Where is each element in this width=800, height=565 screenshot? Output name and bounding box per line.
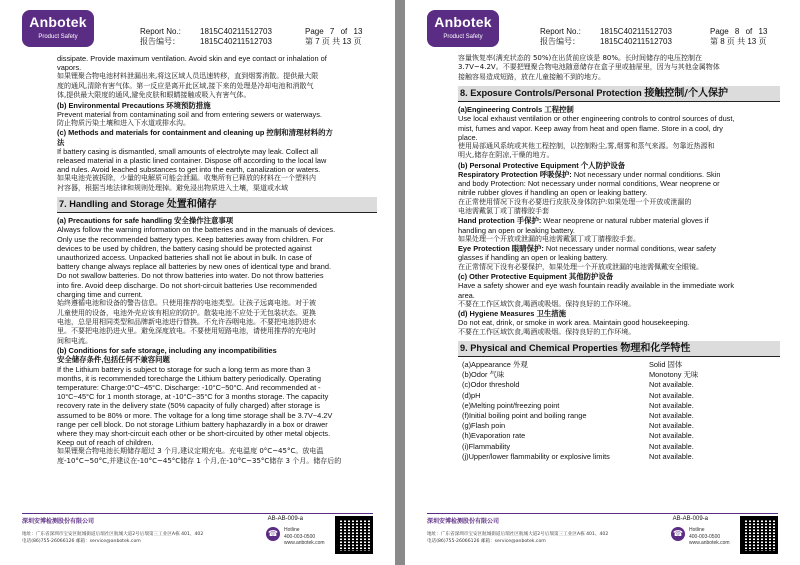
subsection-heading: (b) Environmental Precautions 环境预防措施	[57, 100, 211, 110]
text-line: Use local exhaust ventilation or other engineering controls to control sources of dust,	[458, 114, 735, 124]
text-line: Keep out of reach of children.	[57, 438, 154, 448]
property-name: (a)Appearance 外观	[462, 359, 528, 369]
text-line: 如果处理一个开放或泄漏的电池需戴氯丁或丁腈橡胶手套。	[458, 234, 640, 243]
text-line: Hand protection 手保护: Wear neoprene or natural rubber material gloves if	[458, 216, 709, 226]
text-line: glasses if handling an open or leaking battery.	[458, 253, 608, 263]
property-row	[462, 360, 698, 370]
property-value: Not available.	[649, 441, 694, 451]
text-line: Eye Protection 眼睛保护: Not necessary under normal conditions, wear safety	[458, 244, 716, 254]
footer-address: 地址：广东省深圳市宝安区航城街道后瑞社区航城大道2号后瑞第三工业区A栋 401、402 电话(86)755-26066126 邮箱：service@anbotek.com	[22, 532, 204, 544]
text-line: and body Protection: Not necessary under normal conditions, Wear neoprene or	[458, 179, 720, 189]
property-name: (j)Upper/lower flammability or explosive limits	[462, 451, 610, 461]
qr-code-icon	[335, 516, 373, 554]
footer-company: 深圳安博检测股份有限公司	[22, 518, 95, 525]
report-number: Report No.: 1815C40211512703 报告编号： 1815C40211512703	[540, 27, 672, 46]
property-row	[462, 370, 698, 380]
anbotek-logo: Anbotek Product Safety	[22, 10, 94, 47]
property-row	[462, 431, 698, 441]
property-value: Not available.	[649, 410, 694, 420]
property-value: Not available.	[649, 431, 694, 441]
property-name: (c)Odor threshold	[462, 380, 520, 390]
text-line: devices to be used by children, the battery casing should be protected against	[57, 243, 312, 253]
text-line: 间和电流。	[57, 336, 92, 345]
text-line: mist, fumes and vapor. Keep away from heat and open flame. Store in a cool, dry	[458, 123, 723, 133]
subsection-heading: (b) Personal Protective Equipment 个人防护设备	[458, 160, 626, 170]
text-line: 如果电池壳被拆除，少量的电解质可能会泄漏。收集所有已释放的材料在一个塑料内	[57, 174, 316, 183]
text-line: 容量恢复率(满充状态的 50%)在出货前应该是 80%。长时间储存的电压控制在	[458, 54, 703, 62]
property-name: (f)Initial boiling point and boiling range	[462, 410, 587, 420]
page-footer	[427, 513, 778, 559]
property-name: (d)pH	[462, 390, 481, 400]
property-row	[462, 411, 698, 421]
property-row	[462, 442, 698, 452]
text-line: Have a safety shower and eye wash fountain readily available in the immediate work	[458, 281, 735, 291]
text-line: area.	[458, 290, 475, 300]
property-name: (e)Melting point/freezing point	[462, 400, 560, 410]
text-line: 不要在工作区域饮食,喝酒或吸烟。保持良好的工作环境。	[458, 299, 636, 308]
phone-icon: ☎	[266, 527, 280, 541]
property-value: Not available.	[649, 421, 694, 431]
report-number: Report No.: 1815C40211512703 报告编号： 1815C40211512703	[140, 27, 272, 46]
section-heading-8: 8. Exposure Controls/Personal Protection 接触控制/个人保护	[458, 86, 780, 102]
text-line: months, it is recommended torecharge the Lithium battery periodically. Operating	[57, 373, 322, 383]
qr-code-icon	[740, 516, 778, 554]
page-indicator: Page 7 of 13 第 7 页 共 13 页	[305, 27, 363, 46]
text-line: charging time and current.	[57, 289, 143, 299]
subsection-heading: (d) Hygiene Measures 卫生措施	[458, 309, 567, 319]
text-line: 体,提供最大限度的通风,避免皮肤和眼睛接触或吸入有害气体。	[57, 91, 251, 100]
text-line: 如果锂聚合物电池材料泄漏出来,将这区域人员迅速转移，直到烟雾消散。提供最大限	[57, 72, 319, 81]
property-value: Not available.	[649, 451, 694, 461]
document-page-left	[0, 0, 395, 565]
subsection-heading: (c) Other Protective Equipment 其他防护设备	[458, 272, 614, 282]
text-line: 防止物质污染土壤和进入下水道或排水沟。	[57, 119, 190, 128]
property-name: (i)Flammability	[462, 441, 511, 451]
text-line: Respiratory Protection 呼吸保护: Not necessary under normal conditions. Skin	[458, 170, 721, 180]
form-code: AB-AB-009-a	[267, 516, 303, 522]
property-row	[462, 391, 698, 401]
text-line: 里。不要把电池扔进火里。避免深度放电。不要使用短路电池，请使用推荐的充电时	[57, 327, 316, 336]
phone-icon: ☎	[671, 527, 685, 541]
subsection-heading: (b) Conditions for safe storage, including any incompatibilities	[57, 346, 277, 356]
text-line: unauthorized access. Unpacked batteries shall not lie about in bulk. In case of	[57, 253, 312, 263]
text-line: assumed to be 80% or more. The voltage for a long time storage shall be 3.7V~4.2V	[57, 410, 333, 420]
property-value: Monotony 无味	[649, 370, 699, 380]
property-row	[462, 421, 698, 431]
subsection-heading: (c) Methods and materials for containment and cleaning up 控制和清理材料的方	[57, 128, 333, 138]
form-code: AB-AB-009-a	[672, 516, 708, 522]
text-line: 在正常使用情况下没有必要进行皮肤及身体防护:如果处理一个开放或泄漏的	[458, 197, 692, 206]
text-line: vapors.	[57, 63, 82, 73]
text-line: into fire. Avoid deep discharge. Do not short-circuit batteries Use recommended	[57, 280, 317, 290]
section-heading-9: 9. Physical and Chemical Properties 物理和化学特性	[458, 341, 780, 357]
property-row	[462, 452, 698, 462]
property-row	[462, 380, 698, 390]
property-value: Not available.	[649, 380, 694, 390]
text-line: 3.7V~4.2V。不要把锂聚合物电池随意储存在盒子里或抽屉里，因为与其他金属物体	[458, 63, 720, 72]
page-footer	[22, 513, 373, 559]
property-row	[462, 401, 698, 411]
text-line: 始终遵循电池和设备的警告信息。只使用推荐的电池类型。让孩子远离电池。对于被	[57, 299, 316, 308]
text-line: 10°C~45°C for 1 month storage, at -10°C~35°C for 3 months storage. The capacity	[57, 392, 329, 402]
page-body	[57, 54, 377, 466]
footer-company: 深圳安博检测股份有限公司	[427, 518, 500, 525]
text-line: Prevent material from contaminating soil and from entering sewers or waterways.	[57, 109, 322, 119]
text-line: where they may short-circuit each other or be short-circuited by other metal objects.	[57, 428, 331, 438]
text-line: range per cell block. Do not storage Lithium battery haphazardly in a box or drawer	[57, 419, 328, 429]
text-line: 如果锂聚合物电池长期储存超过 3 个月,建议定期充电。充电温度 0°C~45°C。放电温	[57, 447, 324, 456]
text-line: recovery rate in the delivery state (50% capacity of fully charged) after storage is	[57, 401, 320, 411]
text-line: 不要在工作区域饮食,喝酒或吸烟。保持良好的工作环境。	[458, 327, 636, 336]
properties-table	[462, 360, 698, 462]
anbotek-logo: Anbotek Product Safety	[427, 10, 499, 47]
text-line: Do not eat, drink, or smoke in work area. Maintain good housekeeping.	[458, 318, 690, 328]
footer-hotline: Hotline 400-003-0500 www.anbotek.com	[284, 527, 325, 546]
subsection-heading: (a)Engineering Controls 工程控制	[458, 105, 574, 115]
page-indicator: Page 8 of 13 第 8 页 共 13 页	[710, 27, 768, 46]
footer-hotline: Hotline 400-003-0500 www.anbotek.com	[689, 527, 730, 546]
text-line: Always follow the warning information on the batteries and in the manuals of devices.	[57, 225, 336, 235]
text-line: If battery casing is dismantled, small amounts of electrolyte may leak. Collect all	[57, 146, 318, 156]
text-line: released material in a plastic lined container. Dispose off according to the local law	[57, 156, 327, 166]
document-page-right	[405, 0, 800, 565]
text-line: 度的通风,清除有害气体。第一反应是离开此区域,接下来的处理是冷却电池和消散气	[57, 81, 314, 90]
text-line: temperature: Charge:0°C~45°C. Discharge: -10°C~50°C. And recommended at -	[57, 382, 321, 392]
property-value: Solid 固体	[649, 359, 683, 369]
text-line: Do not swallow batteries. Do not throw batteries into water. Do not throw batteries	[57, 271, 324, 281]
text-line: battery change always replace all batteries by new ones of identical type and brand.	[57, 262, 332, 272]
subsection-heading: 法	[57, 137, 65, 147]
text-line: 电池需戴氯丁或丁腈橡胶手套	[458, 207, 549, 216]
text-line: 在正常情况下没有必要保护，如果处理一个开放或泄漏的电池需佩戴安全眼镜。	[458, 262, 703, 271]
property-value: Not available.	[649, 390, 694, 400]
text-line: and rules. Avoid leached substances to get into the earth, canalization or waters.	[57, 165, 321, 175]
text-line: handling an open or leaking battery.	[458, 225, 575, 235]
text-line: 衬容器，根据当地法律和规则处理掉。避免浸出物质进入土壤，渠道或水域	[57, 183, 288, 192]
text-line: dissipate. Provide maximum ventilation. Avoid skin and eye contact or inhalation of	[57, 54, 327, 63]
text-line: place.	[458, 132, 478, 142]
text-line: 明火,储存在阴凉,干燥的地方。	[458, 151, 554, 160]
text-line: nitrile rubber gloves if handling an open or leaking battery.	[458, 188, 648, 198]
text-line: 电池，总是用相同类型和品牌新电池进行替换。不允许吞咽电池。不要把电池扔进水	[57, 317, 316, 326]
property-value: Not available.	[649, 400, 694, 410]
text-line: If the Lithium battery is subject to storage for such a long term as more than 3	[57, 364, 311, 374]
property-name: (g)Flash poin	[462, 421, 506, 431]
footer-address: 地址：广东省深圳市宝安区航城街道后瑞社区航城大道2号后瑞第三工业区A栋 401、402 电话(86)755-26066126 邮箱：service@anbotek.com	[427, 532, 609, 544]
text-line: Only use the recommended battery types. Keep batteries away from children. For	[57, 234, 324, 244]
property-name: (h)Evaporation rate	[462, 431, 526, 441]
text-line: 儿童使用的设备，电池外壳应该有相应的防护。散装电池不应处于无包装状态。更换	[57, 308, 316, 317]
text-line: 接触容易造成短路，放在儿童接触不到的地方。	[458, 72, 605, 81]
text-line: 度-10°C~50°C,并建议在-10°C~45°C储存 1 个月,在-10°C~35°C储存 3 个月。储存后的	[57, 456, 342, 465]
subsection-heading: 安全储存条件,包括任何不兼容问题	[57, 355, 170, 365]
subsection-heading: (a) Precautions for safe handling 安全操作注意事项	[57, 216, 234, 226]
property-name: (b)Odor 气味	[462, 370, 505, 380]
page-body	[458, 54, 780, 462]
text-line: 使用局部通风系统或其他工程控制，以控制粉尘,雾,烟雾和蒸气来源。勿靠近热源和	[458, 142, 715, 151]
section-heading-7: 7. Handling and Storage 处置和储存	[57, 197, 377, 213]
